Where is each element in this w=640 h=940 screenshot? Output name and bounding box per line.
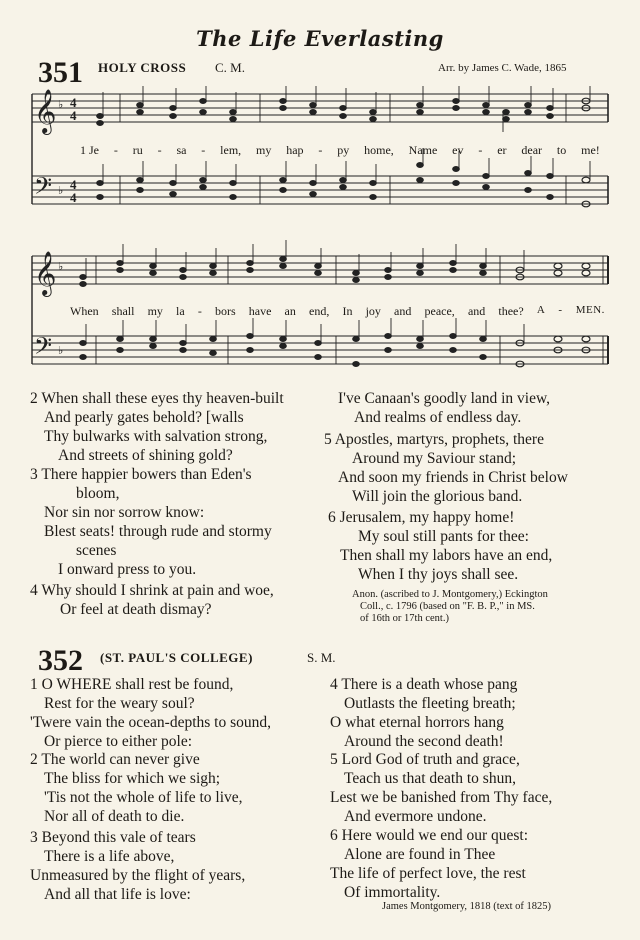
verse-352-2 (30, 750, 243, 826)
svg-text:4: 4 (70, 95, 77, 110)
verse-line: 2 The world can never give (30, 751, 200, 768)
verse-line: The life of perfect love, the rest (330, 865, 526, 882)
verse-351-6 (328, 508, 552, 584)
verse-line: Around my Saviour stand; (352, 450, 517, 467)
syllable: sa (176, 143, 187, 157)
meter-352: S. M. (307, 650, 336, 665)
syllable: - (201, 143, 206, 157)
credit-line: Anon. (ascribed to J. Montgomery,) Eckington (352, 589, 548, 600)
verse-352-5 (330, 750, 552, 826)
verse-line: I've Canaan's goodly land in view, (338, 390, 551, 407)
verse-line: 4 Why should I shrink at pain and woe, (30, 582, 274, 599)
syllable: - (318, 143, 323, 157)
section-title: The Life Everlasting (196, 26, 444, 51)
verse-352-3 (30, 828, 245, 904)
syllable: py (337, 143, 350, 157)
svg-text:♭: ♭ (58, 260, 64, 273)
verse-352-6 (330, 826, 528, 902)
verse-line: I onward press to you. (58, 561, 197, 578)
syllable: A (536, 304, 546, 316)
lyrics-line-2 (70, 304, 605, 319)
syllable: 1 Je (80, 143, 99, 157)
credit-line: of 16th or 17th cent.) (360, 613, 449, 624)
verse-line: Will join the glorious band. (352, 488, 523, 505)
tune-name-352: (ST. PAUL'S COLLEGE) (100, 650, 253, 665)
verse-352-1 (30, 675, 271, 751)
verse-line: Outlasts the fleeting breath; (344, 695, 516, 712)
verse-line: There is a life above, (44, 848, 175, 865)
syllable: my (256, 143, 272, 157)
verse-line: Then shall my labors have an end, (340, 547, 553, 564)
svg-text:4: 4 (70, 190, 77, 205)
syllable: to (556, 143, 567, 157)
svg-text:♭: ♭ (58, 344, 64, 357)
syllable: MEN. (575, 304, 605, 316)
verse-line: 'Twere vain the ocean-depths to sound, (30, 714, 272, 731)
verse-line: Or feel at death dismay? (60, 601, 212, 618)
syllable: peace, (424, 304, 455, 318)
verse-line: And evermore undone. (344, 808, 487, 825)
verse-line: Alone are found in Thee (344, 846, 496, 863)
syllable: Name (408, 143, 438, 157)
hymn-number-351: 351 (38, 56, 83, 89)
verse-line: 4 There is a death whose pang (330, 676, 518, 693)
syllable: thee? (498, 304, 524, 318)
syllable: - (113, 143, 118, 157)
syllable: er (497, 143, 507, 157)
verse-351-4 (30, 581, 274, 619)
verse-line: 6 Here would we end our quest: (330, 827, 529, 844)
verse-line: 3 Beyond this vale of tears (30, 829, 196, 846)
verse-line: Or pierce to either pole: (44, 733, 193, 750)
verse-line: Nor sin nor sorrow know: (44, 504, 205, 521)
svg-text:𝄞: 𝄞 (34, 89, 57, 133)
verse-line: Unmeasured by the flight of years, (30, 867, 246, 884)
syllable: hap (286, 143, 304, 157)
verse-351-3 (30, 465, 272, 579)
verse-line: 1 O WHERE shall rest be found, (30, 676, 234, 693)
verse-line: My soul still pants for thee: (358, 528, 529, 545)
verse-351-5 (324, 430, 568, 506)
syllable: - (157, 143, 162, 157)
syllable: lem, (220, 143, 242, 157)
syllable: bors (214, 304, 236, 318)
verse-line: And streets of shining gold? (58, 447, 233, 464)
syllable: In (342, 304, 353, 318)
syllable: have (248, 304, 272, 318)
syllable: ru (132, 143, 143, 157)
verse-line: 5 Apostles, martyrs, prophets, there (324, 431, 544, 448)
syllable: - (558, 304, 563, 316)
syllable: and (394, 304, 412, 318)
syllable: la (176, 304, 185, 318)
syllable: ev (452, 143, 464, 157)
syllable: joy (365, 304, 381, 318)
verse-351-2 (30, 389, 284, 465)
syllable: end, (309, 304, 330, 318)
verse-line: And realms of endless day. (354, 409, 522, 426)
verse-line: scenes (76, 542, 117, 559)
svg-text:𝄢: 𝄢 (34, 332, 53, 365)
syllable: When (70, 304, 99, 318)
verse-line: 6 Jerusalem, my happy home! (328, 509, 515, 526)
svg-text:♭: ♭ (58, 184, 64, 197)
svg-text:𝄢: 𝄢 (34, 172, 53, 205)
credit-line: Coll., c. 1796 (based on "F. B. P.," in MS. (360, 601, 535, 612)
verse-line: 2 When shall these eyes thy heaven-built (30, 390, 284, 407)
credit-352: James Montgomery, 1818 (text of 1825) (382, 901, 552, 912)
svg-text:4: 4 (70, 177, 77, 192)
lyrics-line-1 (80, 143, 600, 158)
verse-line: O what eternal horrors hang (330, 714, 504, 731)
arranger-351: Arr. by James C. Wade, 1865 (438, 62, 567, 74)
verse-line: 'Tis not the whole of life to live, (44, 789, 243, 806)
verse-line: And pearly gates behold? [walls (44, 409, 244, 426)
verse-line: Of immortality. (344, 884, 441, 901)
verse-line: Rest for the weary soul? (44, 695, 195, 712)
tune-name-351: HOLY CROSS (98, 60, 187, 75)
verse-line: The bliss for which we sigh; (44, 770, 221, 787)
syllable: home, (364, 143, 394, 157)
hymn-number-352: 352 (38, 644, 83, 677)
verse-line: Teach us that death to shun, (344, 770, 516, 787)
svg-text:4: 4 (70, 108, 77, 123)
verse-line: Lest we be banished from Thy face, (330, 789, 553, 806)
syllable: - (478, 143, 483, 157)
verse-line: When I thy joys shall see. (358, 566, 519, 583)
verse-line: And soon my friends in Christ below (338, 469, 568, 486)
verse-351-4-continued (338, 389, 550, 427)
syllable: and (467, 304, 486, 318)
meter-351: C. M. (215, 60, 245, 75)
syllable: me! (581, 143, 600, 157)
svg-text:♭: ♭ (58, 98, 64, 111)
verse-352-4 (330, 675, 517, 751)
syllable: my (147, 304, 163, 318)
verse-line: Around the second death! (344, 733, 504, 750)
syllable: dear (521, 143, 543, 157)
verse-line: And all that life is love: (44, 886, 191, 903)
verse-line: Nor all of death to die. (44, 808, 185, 825)
svg-text:𝄞: 𝄞 (34, 251, 57, 295)
credit-351 (352, 589, 548, 625)
syllable: an (284, 304, 296, 318)
verse-line: Blest seats! through rude and stormy (44, 523, 272, 540)
syllable: shall (111, 304, 135, 318)
verse-line: 3 There happier bowers than Eden's (30, 466, 252, 483)
verse-line: 5 Lord God of truth and grace, (330, 751, 520, 768)
verse-line: bloom, (76, 485, 120, 502)
syllable: - (197, 304, 202, 318)
verse-line: Thy bulwarks with salvation strong, (44, 428, 268, 445)
